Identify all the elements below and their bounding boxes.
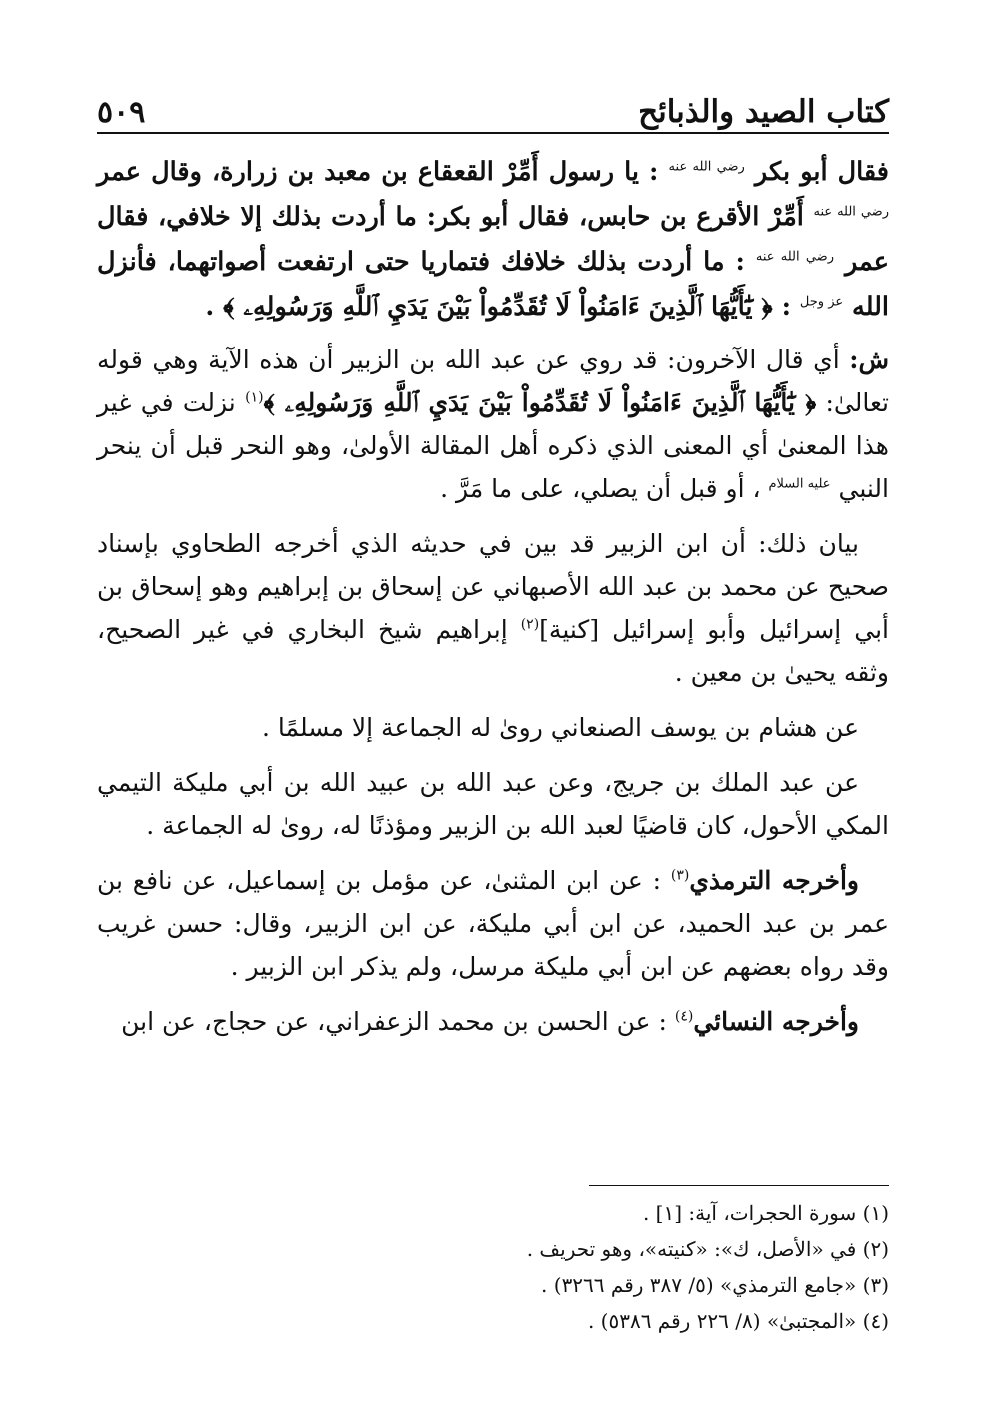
takhrij-lead: وأخرجه الترمذي xyxy=(689,866,860,895)
text-run: : عن الحسن بن محمد الزعفراني، عن حجاج، عن ابن xyxy=(121,1007,667,1036)
text-run: عن هشام بن يوسف الصنعاني روىٰ له الجماعة إلا مسلمًا . xyxy=(262,713,859,742)
text-run: بيان ذلك: أن ابن الزبير قد بين في حديثه الذي أخرجه الطحاوي بإسناد صحيح عن محمد بن عبد الله الأصبهاني عن إسحاق بن إبراهيم وهو إسحاق بن أبي إسرائيل وأبو إسرائيل [كنية] xyxy=(97,529,889,644)
footnote-ref: (٣) xyxy=(670,867,690,884)
footnote-ref: (٤) xyxy=(674,1008,694,1025)
text-run: إبراهيم شيخ البخاري في غير الصحيح، وثقه يحيىٰ بن معين . xyxy=(97,615,889,687)
text-run: : xyxy=(781,292,792,322)
main-text xyxy=(97,150,889,1055)
paragraph-narrator xyxy=(97,706,889,749)
running-title: كتاب الصيد والذبائح xyxy=(638,94,889,130)
paragraph-commentary xyxy=(97,338,889,510)
text-run: أي قال الآخرون: قد روي عن عبد الله بن الزبير أن هذه الآية وهي قوله تعالىٰ: xyxy=(97,345,889,417)
paragraph-explanation xyxy=(97,522,889,694)
text-run: . xyxy=(205,292,215,322)
footnote-rule xyxy=(589,1185,889,1186)
text-run: عن عبد الملك بن جريج، وعن عبد الله بن عبيد الله بن أبي مليكة التيمي المكي الأحول، كان قاضيًا لعبد الله بن الزبير ومؤذنًا له، روىٰ له الجماعة . xyxy=(97,768,889,840)
text-run: : يا رسول أَمِّرْ القعقاع بن معبد بن زرارة، وقال عمر xyxy=(97,157,659,187)
header-rule xyxy=(97,132,889,134)
footnote: (١) سورة الحجرات، آية: [١] . xyxy=(642,1201,889,1225)
commentary-marker: ش: xyxy=(849,345,890,374)
takhrij-lead: وأخرجه النسائي xyxy=(693,1007,859,1036)
page-number: ٥٠٩ xyxy=(97,95,146,130)
footnote: (٤) «المجتبىٰ» (٨/ ٢٢٦ رقم ٥٣٨٦) . xyxy=(587,1309,889,1333)
footnote-ref: (١) xyxy=(245,389,264,406)
page-header xyxy=(97,82,889,128)
paragraph-takhrij xyxy=(97,859,889,988)
text-run: فقال أبو بكر xyxy=(754,157,889,187)
text-run: : ما أردت بذلك خلافك فتماريا حتى ارتفعت أصواتهما، فأنزل الله xyxy=(97,247,889,322)
honorific-glyph: رضي الله عنه xyxy=(813,204,889,220)
paragraph-hadith xyxy=(97,150,889,330)
quran-verse: ﴿ يَٰٓأَيُّهَا ٱلَّذِينَ ءَامَنُواْ لَا تُقَدِّمُواْ بَيْنَ يَدَيِ ٱللَّهِ وَرَسُولِهِۦ ﴾ xyxy=(263,388,817,417)
quran-verse: ﴿ يَٰٓأَيُّهَا ٱلَّذِينَ ءَامَنُواْ لَا تُقَدِّمُواْ بَيْنَ يَدَيِ ٱللَّهِ وَرَسُولِهِۦ ﴾ xyxy=(223,292,773,322)
footnote-ref: (٢) xyxy=(520,616,540,633)
honorific-glyph: عز وجل xyxy=(799,294,844,310)
text-run: : عن ابن المثنىٰ، عن مؤمل بن إسماعيل، عن نافع بن عمر بن عبد الحميد، عن ابن أبي مليكة، عن ابن الزبير، وقال: حسن غريب وقد رواه بعضهم عن ابن أبي مليكة مرسل، ولم يذكر ابن الزبير . xyxy=(97,866,889,981)
text-run: أَمِّرْ الأقرع بن حابس، فقال أبو بكر: ما أردت بذلك إلا خلافي، فقال عمر xyxy=(97,202,889,277)
footnote: (٢) في «الأصل، ك»: «كنيته»، وهو تحريف . xyxy=(526,1237,889,1261)
footnote: (٣) «جامع الترمذي» (٥/ ٣٨٧ رقم ٣٢٦٦) . xyxy=(541,1273,889,1297)
paragraph-narrator xyxy=(97,761,889,847)
text-run: ، أو قبل أن يصلي، على ما مَرَّ . xyxy=(440,474,761,503)
honorific-glyph: عليه السلام xyxy=(768,476,831,492)
honorific-glyph: رضي الله عنه xyxy=(668,159,745,175)
text-run: نزلت في غير هذا المعنىٰ أي المعنى الذي ذكره أهل المقالة الأولىٰ، وهو النحر قبل أن ينحر النبي xyxy=(97,388,889,503)
paragraph-takhrij xyxy=(97,1000,889,1043)
footnotes xyxy=(97,1195,889,1339)
honorific-glyph: رضي الله عنه xyxy=(755,249,834,265)
